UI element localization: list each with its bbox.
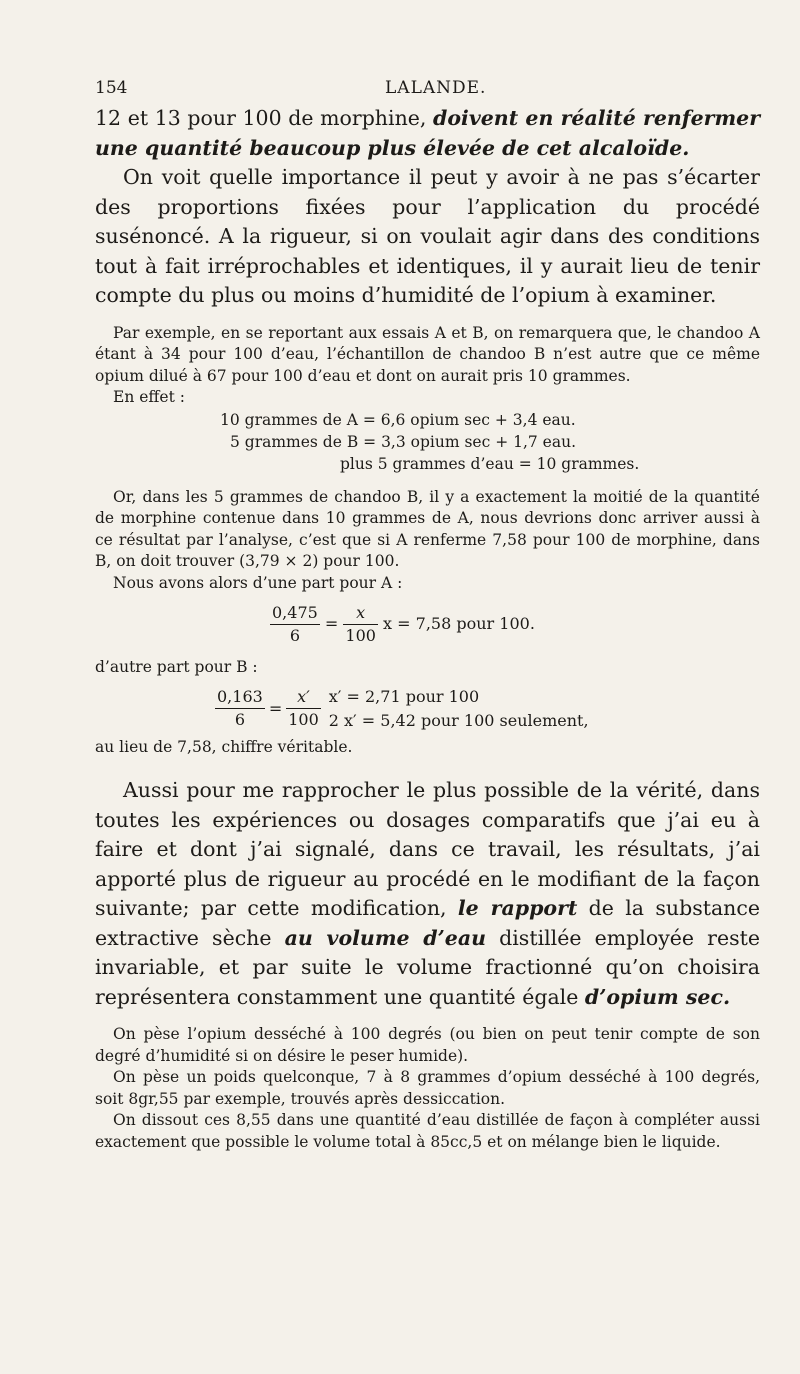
book-page bbox=[95, 70, 760, 1153]
equation-line-1: 10 grammes de A = 6,6 opium sec + 3,4 eau. bbox=[220, 410, 576, 429]
paragraph-9-text-3: distillée employée reste invariable, et par suite le volume fractionné qu’on choisira représentera constamment une quantité égale bbox=[95, 925, 760, 1009]
formula-b bbox=[95, 685, 760, 733]
fraction-b-left-num: 0,163 bbox=[215, 686, 265, 709]
paragraph-8: au lieu de 7,58, chiffre véritable. bbox=[95, 737, 353, 756]
fraction-b-left-den: 6 bbox=[234, 710, 245, 729]
paragraph-1-text: 12 et 13 pour 100 de morphine, bbox=[95, 106, 434, 130]
formula-b-result-2: 2 x′ = 5,42 pour 100 seulement, bbox=[328, 710, 589, 730]
paragraph-10: On pèse l’opium desséché à 100 degrés (ou bien on peut tenir compte de son degré d’humidité si on désire le peser humide). bbox=[95, 1025, 760, 1065]
fraction-b-left bbox=[215, 686, 265, 731]
formula-a-result: x = 7,58 pour 100. bbox=[383, 614, 535, 633]
formula-b-result-1: x′ = 2,71 pour 100 bbox=[328, 686, 480, 706]
equation-block bbox=[95, 409, 760, 475]
equation-line-2: 5 grammes de B = 3,3 opium sec + 1,7 eau. bbox=[230, 432, 577, 451]
paragraph-9 bbox=[95, 776, 760, 1012]
equation-line-3: plus 5 grammes d’eau = 10 grammes. bbox=[340, 454, 640, 473]
formula-b-results bbox=[329, 685, 589, 733]
paragraph-5: Or, dans les 5 grammes de chandoo B, il y a exactement la moitié de la quantité de morphine contenue dans 10 grammes de A, nous devrions donc arriver aussi à ce résultat par l’analyse, c’est que si A renferme 7,58 pour 100 de morphine, dans B, on doit trouver (3,79 × 2) pour 100. bbox=[95, 487, 760, 570]
paragraph-6: Nous avons alors d’une part pour A : bbox=[113, 573, 403, 592]
fraction-a-left-num: 0,475 bbox=[270, 602, 320, 625]
fraction-a-right-den: 100 bbox=[345, 626, 376, 645]
equals-sign: = bbox=[268, 698, 283, 718]
page-number: 154 bbox=[95, 78, 128, 98]
fraction-b-right-den: 100 bbox=[288, 710, 319, 729]
fraction-b-right bbox=[286, 686, 321, 731]
paragraph-9-text-2: de la substance extractive sèche bbox=[95, 896, 760, 950]
fraction-b-right-num: x′ bbox=[286, 686, 321, 709]
fraction-a-left bbox=[270, 602, 320, 647]
paragraph-11: On pèse un poids quelconque, 7 à 8 grammes d’opium desséché à 100 degrés, soit 8gr,55 par exemple, trouvés après dessiccation. bbox=[95, 1068, 760, 1108]
paragraph-4: En effet : bbox=[113, 388, 185, 406]
paragraph-9-text-1: Aussi pour me rapprocher le plus possible de la vérité, dans toutes les expériences ou dosages comparatifs que j’ai eu à faire et dont j’ai signalé, dans ce travail, les résultats, j’ai apporté plus de rigueur au procédé en le modifiant de la façon suivante; par cette modification, bbox=[95, 778, 760, 920]
fraction-a-left-den: 6 bbox=[289, 626, 300, 645]
running-title: LALANDE. bbox=[385, 78, 487, 98]
paragraph-1-italic: doivent en réalité renfermer une quantité beaucoup plus élevée de cet alcaloïde. bbox=[95, 106, 760, 160]
fraction-a-right bbox=[343, 602, 378, 647]
paragraph-9-italic-3: d’opium sec. bbox=[584, 984, 731, 1009]
formula-a bbox=[95, 602, 760, 647]
paragraph-9-italic-2: au volume d’eau bbox=[284, 925, 487, 950]
paragraph-12: On dissout ces 8,55 dans une quantité d’eau distillée de façon à compléter aussi exactement que possible le volume total à 85cc,5 et on mélange bien le liquide. bbox=[95, 1111, 760, 1151]
paragraph-2: On voit quelle importance il peut y avoir à ne pas s’écarter des proportions fixées pour l’application du procédé susénoncé. A la rigueur, si on voulait agir dans des conditions tout à fait irréprochables et identiques, il y aurait lieu de tenir compte du plus ou moins d’humidité de l’opium à examiner. bbox=[95, 165, 760, 307]
paragraph-9-italic-1: le rapport bbox=[457, 896, 578, 920]
paragraph-7: d’autre part pour B : bbox=[95, 658, 258, 676]
page-header bbox=[95, 70, 760, 104]
paragraph-1 bbox=[95, 104, 760, 163]
paragraph-3: Par exemple, en se reportant aux essais A et B, on remarquera que, le chandoo A étant à 34 pour 100 d’eau, l’échantillon de chandoo B n’est autre que ce même opium dilué à 67 pour 100 d’eau et dont on aurait pris 10 grammes. bbox=[95, 323, 760, 385]
fraction-a-right-num: x bbox=[343, 602, 378, 625]
equals-sign: = bbox=[324, 614, 339, 633]
